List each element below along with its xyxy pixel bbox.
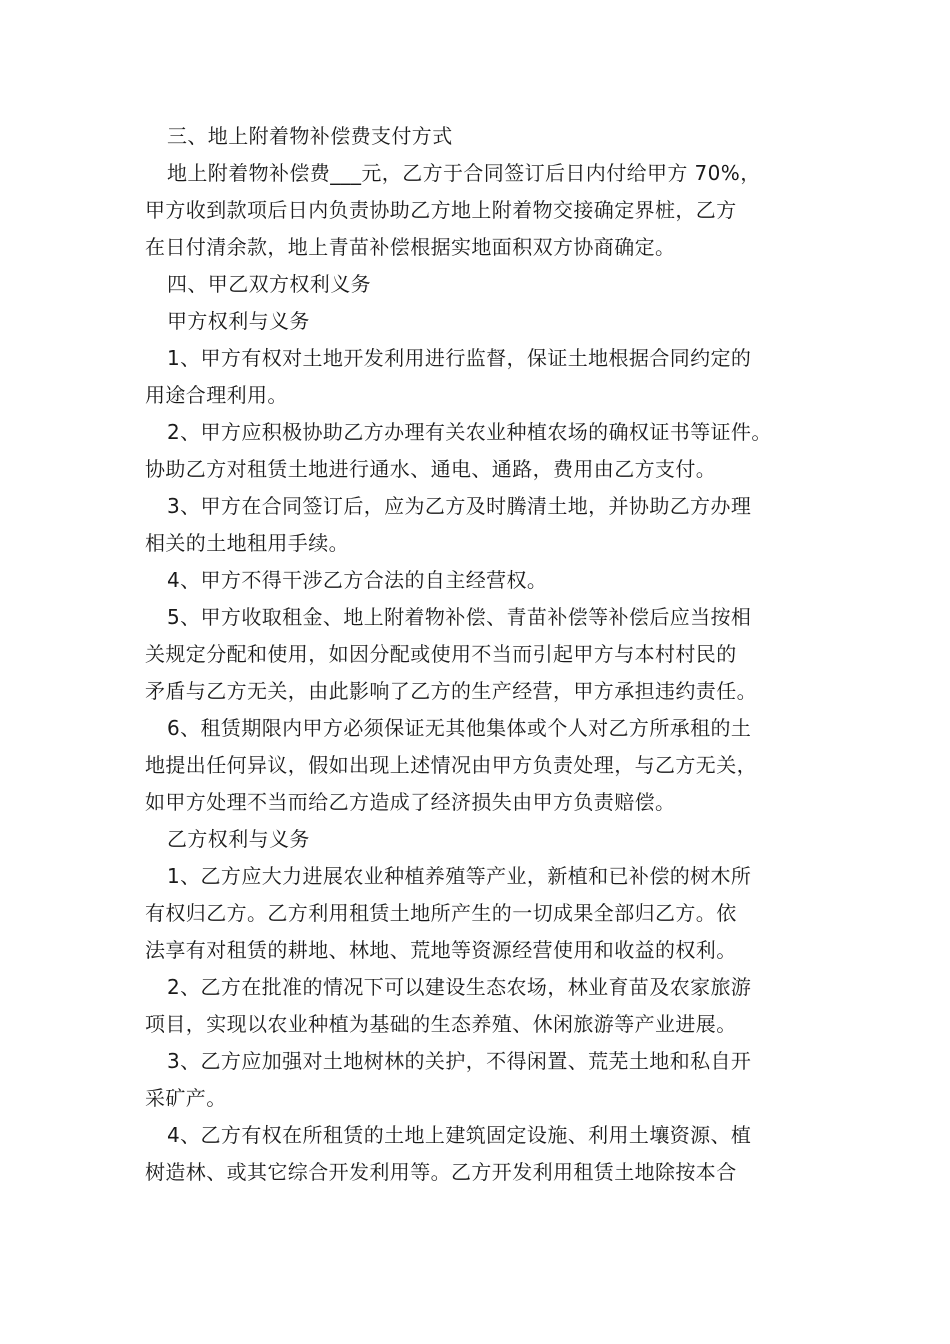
text-line: 3、甲方在合同签订后，应为乙方及时腾清土地，并协助乙方办理	[167, 494, 752, 518]
text-line: 树造林、或其它综合开发利用等。乙方开发利用租赁土地除按本合	[145, 1160, 737, 1184]
text-line: 1、甲方有权对土地开发利用进行监督，保证土地根据合同约定的	[167, 346, 752, 370]
text-line: 法享有对租赁的耕地、林地、荒地等资源经营使用和收益的权利。	[145, 938, 737, 962]
text-line: 在日付清余款，地上青苗补偿根据实地面积双方协商确定。	[145, 235, 676, 259]
text-line: 协助乙方对租赁土地进行通水、通电、通路，费用由乙方支付。	[145, 457, 717, 481]
text-line: 甲方收到款项后日内负责协助乙方地上附着物交接确定界桩，乙方	[145, 198, 737, 222]
text-line: 2、甲方应积极协助乙方办理有关农业种植农场的确权证书等证件。	[167, 420, 772, 444]
text-line: 5、甲方收取租金、地上附着物补偿、青苗补偿等补偿后应当按相	[167, 605, 752, 629]
text-line: 6、租赁期限内甲方必须保证无其他集体或个人对乙方所承租的土	[167, 716, 752, 740]
text-line: 矛盾与乙方无关，由此影响了乙方的生产经营，甲方承担违约责任。	[145, 679, 757, 703]
text-line: 关规定分配和使用，如因分配或使用不当而引起甲方与本村村民的	[145, 642, 737, 666]
text-line: 地上附着物补偿费___元，乙方于合同签订后日内付给甲方 70%，	[167, 161, 761, 185]
text-line: 4、乙方有权在所租赁的土地上建筑固定设施、利用土壤资源、植	[167, 1123, 752, 1147]
text-line: 相关的土地租用手续。	[145, 531, 349, 555]
text-line: 4、甲方不得干涉乙方合法的自主经营权。	[167, 568, 548, 592]
document-body	[145, 118, 813, 1191]
text-line: 如甲方处理不当而给乙方造成了经济损失由甲方负责赔偿。	[145, 790, 676, 814]
text-line: 用途合理利用。	[145, 383, 288, 407]
text-line: 项目，实现以农业种植为基础的生态养殖、休闲旅游等产业进展。	[145, 1012, 737, 1036]
text-line: 乙方权利与义务	[167, 827, 310, 851]
text-line: 甲方权利与义务	[167, 309, 310, 333]
text-line: 1、乙方应大力进展农业种植养殖等产业，新植和已补偿的树木所	[167, 864, 752, 888]
text-line: 3、乙方应加强对土地树林的关护，不得闲置、荒芜土地和私自开	[167, 1049, 752, 1073]
text-line: 有权归乙方。乙方利用租赁土地所产生的一切成果全部归乙方。依	[145, 901, 737, 925]
text-line: 2、乙方在批准的情况下可以建设生态农场，林业育苗及农家旅游	[167, 975, 752, 999]
text-line: 四、甲乙双方权利义务	[167, 272, 371, 296]
text-line: 地提出任何异议，假如出现上述情况由甲方负责处理，与乙方无关，	[145, 753, 757, 777]
text-line: 采矿产。	[145, 1086, 227, 1110]
text-line: 三、地上附着物补偿费支付方式	[167, 124, 453, 148]
